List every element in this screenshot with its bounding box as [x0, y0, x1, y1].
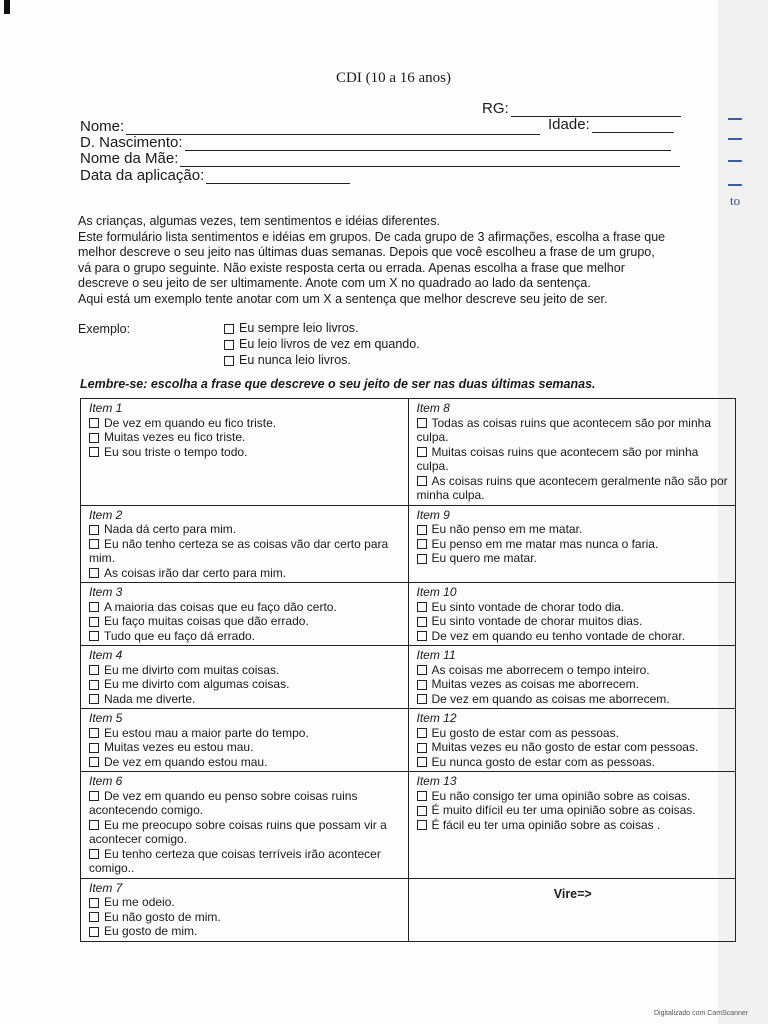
- checkbox[interactable]: [89, 433, 99, 443]
- checkbox[interactable]: [417, 539, 427, 549]
- checkbox[interactable]: [417, 665, 427, 675]
- checkbox[interactable]: [417, 525, 427, 535]
- checkbox[interactable]: [224, 324, 234, 334]
- option-text: Muitas vezes eu estou mau.: [104, 740, 254, 754]
- item-12: [408, 709, 736, 772]
- checkbox[interactable]: [417, 447, 427, 457]
- checkbox[interactable]: [89, 525, 99, 535]
- item-label: Item 13: [416, 774, 457, 788]
- checkbox[interactable]: [89, 743, 99, 753]
- item-6: [81, 772, 409, 879]
- item-label: Item 6: [89, 774, 123, 788]
- item-1: [81, 399, 409, 506]
- option-text: Eu faço muitas coisas que dão errado.: [104, 614, 309, 628]
- checkbox[interactable]: [89, 757, 99, 767]
- checkbox[interactable]: [89, 791, 99, 801]
- idade-label: Idade:: [548, 116, 590, 133]
- checkbox[interactable]: [89, 539, 99, 549]
- checkbox[interactable]: [417, 631, 427, 641]
- option-text: De vez em quando as coisas me aborrecem.: [431, 691, 670, 706]
- item-label: Item 2: [89, 507, 123, 522]
- instructions: [78, 214, 728, 307]
- option-text: Eu gosto de estar com as pessoas.: [431, 725, 619, 740]
- form-sheet: [66, 60, 742, 960]
- option-text: Eu estou mau a maior parte do tempo.: [104, 725, 309, 740]
- checkbox[interactable]: [417, 554, 427, 564]
- option-text: Muitas vezes eu fico triste.: [104, 430, 246, 444]
- instruction-line: Aqui está um exemplo tente anotar com um X a sentença que melhor descreve seu jeito de ser.: [78, 291, 608, 306]
- option-text: Muitas coisas ruins que acontecem são por minha culpa.: [416, 444, 699, 473]
- option-text: Eu nunca gosto de estar com as pessoas.: [431, 754, 655, 769]
- option-text: A maioria das coisas que eu faço dão certo.: [104, 599, 337, 614]
- option-text: Eu sinto vontade de chorar todo dia.: [431, 599, 625, 614]
- option-text: Eu não penso em me matar.: [431, 522, 583, 536]
- checkbox[interactable]: [417, 602, 427, 612]
- checkbox[interactable]: [89, 912, 99, 922]
- example-options: [224, 320, 420, 368]
- item-9: [408, 505, 736, 583]
- checkbox[interactable]: [89, 680, 99, 690]
- checkbox[interactable]: [89, 568, 99, 578]
- option-text: Nada dá certo para mim.: [104, 522, 237, 536]
- option-text: É muito difícil eu ter uma opinião sobre as coisas.: [431, 803, 696, 817]
- option-text: De vez em quando eu tenho vontade de chorar.: [431, 628, 686, 643]
- nascimento-field[interactable]: [80, 134, 671, 151]
- instruction-line: Este formulário lista sentimentos e idéias em grupos. De cada grupo de 3 afirmações, escolha a frase que: [78, 229, 666, 244]
- checkbox[interactable]: [89, 820, 99, 830]
- example-label: Exemplo:: [78, 322, 131, 336]
- instruction-line: As crianças, algumas vezes, tem sentimentos e idéias diferentes.: [78, 214, 440, 228]
- checkbox[interactable]: [89, 849, 99, 859]
- mae-field[interactable]: [80, 150, 680, 167]
- item-13: [408, 772, 736, 879]
- checkbox[interactable]: [89, 665, 99, 675]
- option-text: Muitas vezes as coisas me aborrecem.: [431, 677, 639, 691]
- mae-label: Nome da Mãe:: [80, 150, 179, 167]
- item-label: Item 11: [416, 648, 456, 662]
- option-text: De vez em quando estou mau.: [104, 754, 268, 769]
- aplicacao-field[interactable]: [80, 167, 350, 184]
- option-text: Eu não tenho certeza se as coisas vão dar certo para mim.: [89, 536, 389, 565]
- checkbox[interactable]: [417, 680, 427, 690]
- item-5: [81, 709, 409, 772]
- option-text: Eu sinto vontade de chorar muitos dias.: [431, 614, 643, 628]
- checkbox[interactable]: [417, 806, 427, 816]
- item-label: Item 9: [416, 507, 450, 522]
- item-11: [408, 646, 736, 709]
- item-7: [81, 878, 409, 941]
- item-label: Item 10: [416, 585, 457, 599]
- option-text: É fácil eu ter uma opinião sobre as coisas .: [431, 817, 661, 832]
- items-table: [80, 398, 736, 942]
- item-4: [81, 646, 409, 709]
- option-text: Eu não consigo ter uma opinião sobre as coisas.: [431, 788, 691, 803]
- option-text: Nada me diverte.: [104, 691, 196, 706]
- checkbox[interactable]: [417, 743, 427, 753]
- option-text: As coisas me aborrecem o tempo inteiro.: [431, 662, 650, 677]
- option-text: Tudo que eu faço dá errado.: [104, 628, 255, 643]
- checkbox[interactable]: [417, 418, 427, 428]
- item-3: [81, 583, 409, 646]
- instruction-line: descreve o seu jeito de ser ultimamente. Anote com um X no quadrado ao lado da sentença.: [78, 276, 591, 290]
- item-label: Item 4: [89, 648, 123, 662]
- reminder: Lembre-se: escolha a frase que descreve o seu jeito de ser nas duas últimas semanas.: [80, 377, 596, 391]
- checkbox[interactable]: [89, 447, 99, 457]
- option-text: De vez em quando eu penso sobre coisas ruins acontecendo comigo.: [89, 788, 358, 817]
- item-label: Item 8: [416, 401, 450, 415]
- rg-field[interactable]: [482, 100, 681, 117]
- item-label: Item 12: [416, 711, 457, 725]
- scanner-footer: Digitalizado com CamScanner: [654, 1010, 749, 1017]
- option-text: Eu me divirto com algumas coisas.: [104, 677, 290, 691]
- checkbox[interactable]: [89, 617, 99, 627]
- checkbox[interactable]: [417, 757, 427, 767]
- option-text: Eu nunca leio livros.: [239, 353, 351, 367]
- checkbox[interactable]: [417, 820, 427, 830]
- checkbox[interactable]: [417, 694, 427, 704]
- item-label: Item 5: [89, 711, 123, 725]
- scan-mark: [4, 0, 10, 14]
- margin-note: to: [730, 193, 741, 208]
- aplicacao-label: Data da aplicação:: [80, 167, 205, 184]
- checkbox[interactable]: [89, 631, 99, 641]
- item-label: Item 7: [89, 880, 123, 895]
- option-text: As coisas ruins que acontecem geralmente não são por minha culpa.: [416, 473, 728, 502]
- item-label: Item 1: [89, 401, 123, 415]
- checkbox[interactable]: [89, 418, 99, 428]
- checkbox[interactable]: [89, 927, 99, 937]
- item-2: [81, 505, 409, 583]
- option-text: Todas as coisas ruins que acontecem são por minha culpa.: [416, 415, 711, 444]
- option-text: Muitas vezes eu não gosto de estar com pessoas.: [431, 740, 699, 754]
- nascimento-label: D. Nascimento:: [80, 134, 183, 151]
- option-text: As coisas irão dar certo para mim.: [104, 565, 287, 580]
- item-label: Item 3: [89, 585, 123, 599]
- checkbox[interactable]: [89, 694, 99, 704]
- checkbox[interactable]: [224, 356, 234, 366]
- nome-field[interactable]: [80, 118, 540, 135]
- checkbox[interactable]: [89, 728, 99, 738]
- checkbox[interactable]: [417, 791, 427, 801]
- option-text: De vez em quando eu fico triste.: [104, 415, 277, 430]
- checkbox[interactable]: [224, 340, 234, 350]
- option-text: Eu não gosto de mim.: [104, 909, 221, 924]
- option-text: Eu tenho certeza que coisas terríveis irão acontecer comigo..: [89, 846, 381, 875]
- nome-label: Nome:: [80, 118, 125, 135]
- idade-field[interactable]: [548, 116, 674, 133]
- option-text: Eu leio livros de vez em quando.: [239, 337, 420, 351]
- option-text: Eu me odeio.: [104, 895, 175, 909]
- option-text: Eu sou triste o tempo todo.: [104, 444, 248, 459]
- form-title: CDI (10 a 16 anos): [336, 70, 451, 86]
- checkbox[interactable]: [417, 617, 427, 627]
- instruction-line: melhor descreve o seu jeito nas últimas duas semanas. Depois que você escolheu a frase de um grupo,: [78, 245, 655, 259]
- item-10: [408, 583, 736, 646]
- option-text: Eu gosto de mim.: [104, 924, 198, 938]
- option-text: Eu penso em me matar mas nunca o faria.: [431, 536, 659, 551]
- checkbox[interactable]: [417, 728, 427, 738]
- turn-page-note: Vire=>: [408, 878, 736, 941]
- checkbox[interactable]: [89, 602, 99, 612]
- checkbox[interactable]: [89, 898, 99, 908]
- item-8: [408, 399, 736, 506]
- option-text: Eu quero me matar.: [431, 551, 537, 565]
- checkbox[interactable]: [417, 476, 427, 486]
- option-text: Eu me preocupo sobre coisas ruins que possam vir a acontecer comigo.: [89, 817, 387, 846]
- option-text: Eu sempre leio livros.: [239, 321, 359, 335]
- instruction-line: vá para o grupo seguinte. Não existe resposta certa ou errada. Apenas escolha a frase que melhor: [78, 260, 625, 275]
- option-text: Eu me divirto com muitas coisas.: [104, 662, 280, 677]
- rg-label: RG:: [482, 100, 509, 117]
